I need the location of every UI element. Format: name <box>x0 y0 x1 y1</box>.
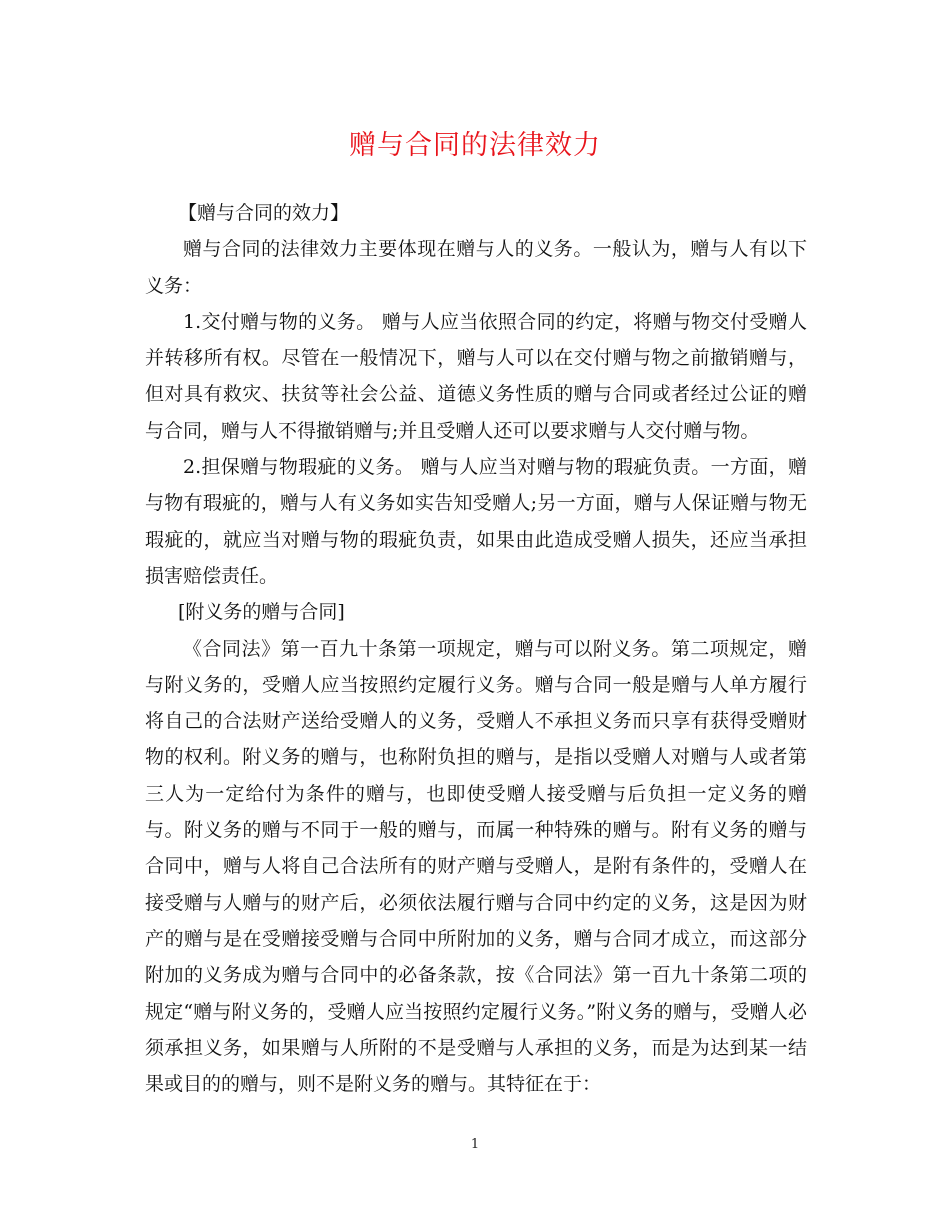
paragraph-delivery-duty: 1.交付赠与物的义务。 赠与人应当依照合同的约定，将赠与物交付受赠人并转移所有权。尽管在一般情况下，赠与人可以在交付赠与物之前撤销赠与，但对具有救灾、扶贫等社会公益、道德义务性质的赠与合同或者经过公证的赠与合同，赠与人不得撤销赠与;并且受赠人还可以要求赠与人交付赠与物。 <box>145 310 807 442</box>
document-body <box>145 195 807 1102</box>
section-heading-conditional-gift: [附义务的赠与合同] <box>178 601 345 624</box>
paragraph-defect-duty: 2.担保赠与物瑕疵的义务。 赠与人应当对赠与物的瑕疵负责。一方面，赠与物有瑕疵的，赠与人有义务如实告知受赠人;另一方面，赠与人保证赠与物无瑕疵的，就应当对赠与物的瑕疵负责，如果由此造成受赠人损失，还应当承担损害赔偿责任。 <box>145 456 807 587</box>
paragraph-intro: 赠与合同的法律效力主要体现在赠与人的义务。一般认为，赠与人有以下义务： <box>145 238 807 297</box>
document-title: 赠与合同的法律效力 <box>349 130 601 161</box>
page-number: 1 <box>470 1137 480 1152</box>
section-heading-effect: 【赠与合同的效力】 <box>178 202 350 224</box>
paragraph-conditional-gift: 《合同法》第一百九十条第一项规定，赠与可以附义务。第二项规定，赠与附义务的，受赠人应当按照约定履行义务。赠与合同一般是赠与人单方履行将自己的合法财产送给受赠人的义务，受赠人不承担义务而只享有获得受赠财物的权利。附义务的赠与，也称附负担的赠与，是指以受赠人对赠与人或者第三人为一定给付为条件的赠与，也即使受赠人接受赠与后负担一定义务的赠与。附义务的赠与不同于一般的赠与，而属一种特殊的赠与。附有义务的赠与合同中，赠与人将自己合法所有的财产赠与受赠人，是附有条件的，受赠人在接受赠与人赠与的财产后，必须依法履行赠与合同中约定的义务，这是因为财产的赠与是在受赠接受赠与合同中所附加的义务，赠与合同才成立，而这部分附加的义务成为赠与合同中的必备条款，按《合同法》第一百九十条第二项的规定“赠与附义务的，受赠人应当按照约定履行义务。”附义务的赠与，受赠人必须承担义务，如果赠与人所附的不是受赠与人承担的义务，而是为达到某一结果或目的的赠与，则不是附义务的赠与。其特征在于： <box>145 637 807 1096</box>
